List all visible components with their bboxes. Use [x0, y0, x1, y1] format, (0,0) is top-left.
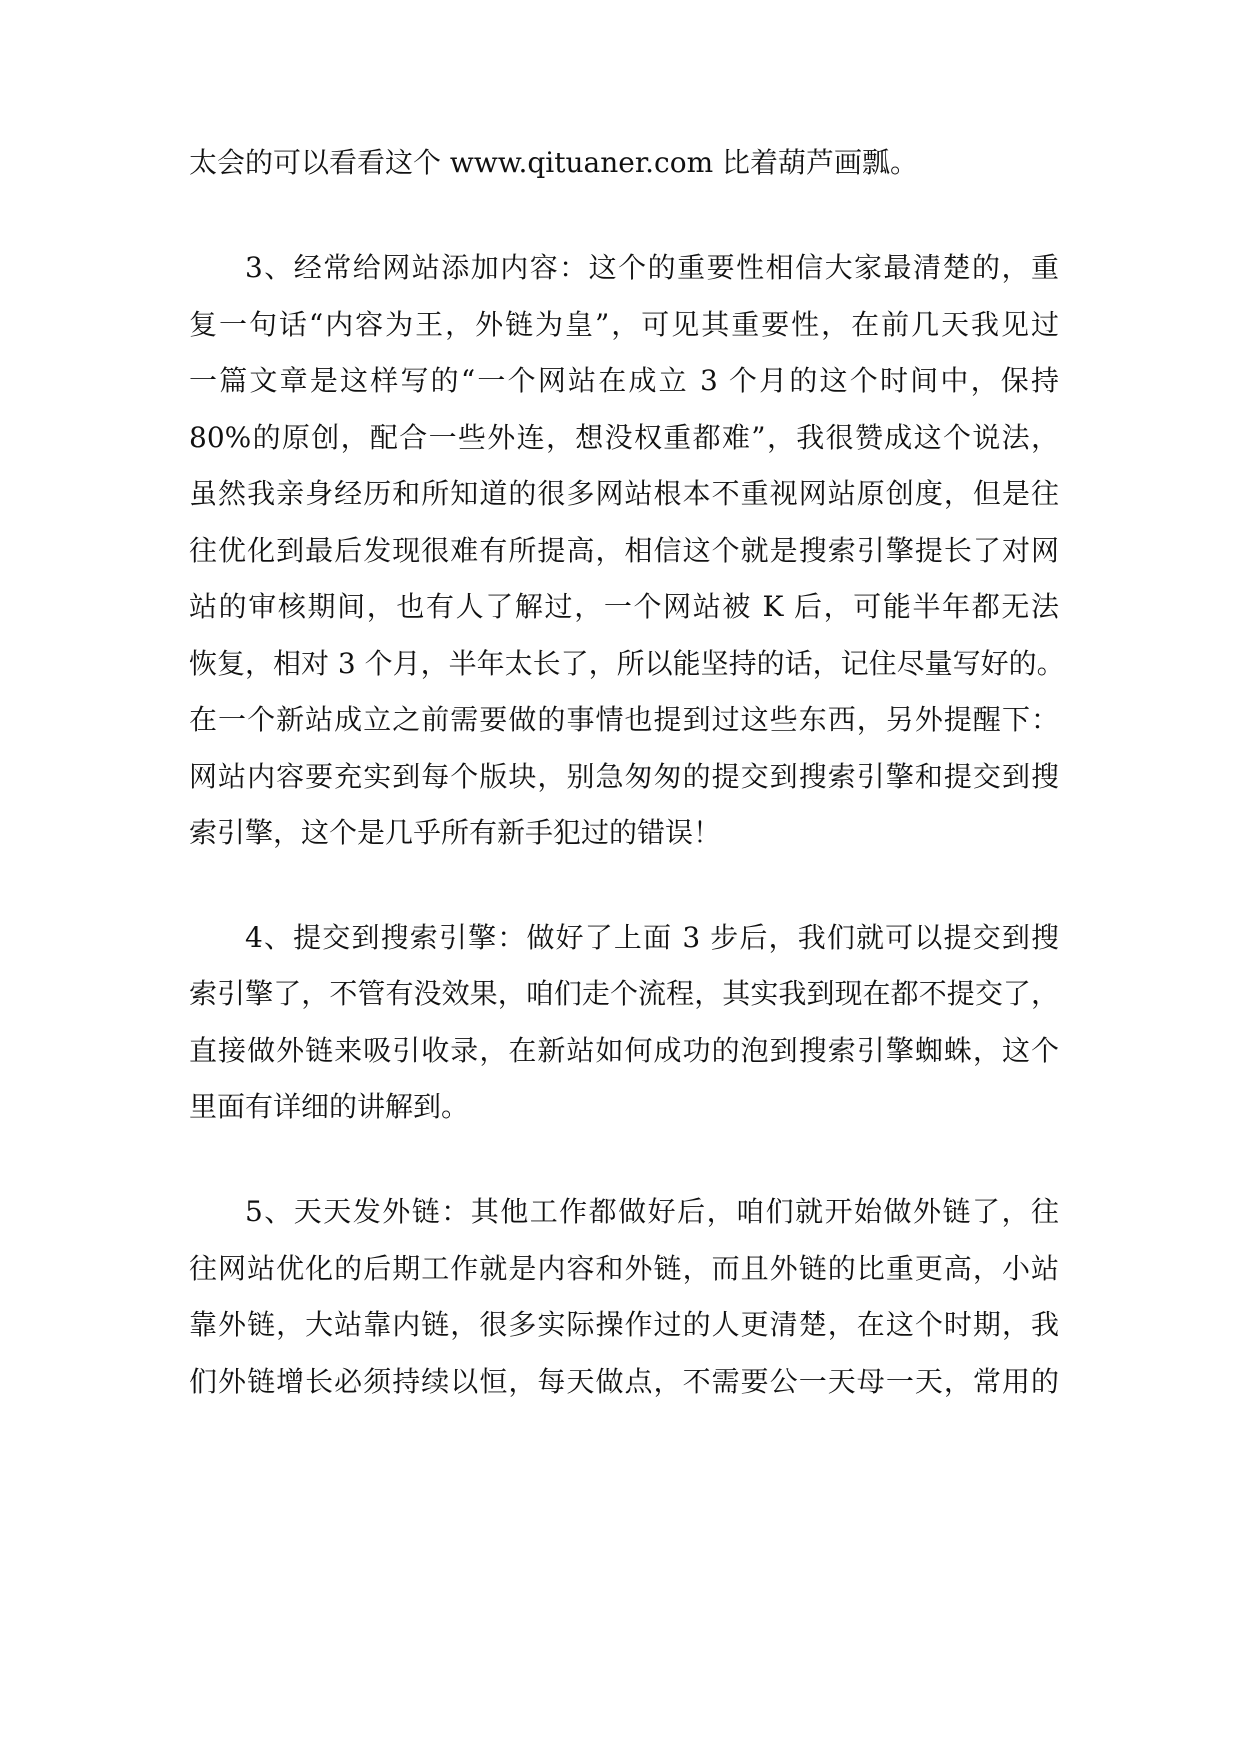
paragraph-point-4-line-2: 索引擎了，不管有没效果，咱们走个流程，其实我到现在都不提交了，	[189, 977, 1059, 1010]
paragraph-point-3-line-4: 80%的原创，配合一些外连，想没权重都难”，我很赞成这个说法，	[189, 421, 1059, 454]
paragraph-point-3-line-2: 复一句话“内容为王，外链为皇”，可见其重要性，在前几天我见过	[189, 308, 1059, 341]
paragraph-point-5-line-4: 们外链增长必须持续以恒，每天做点，不需要公一天母一天，常用的	[189, 1365, 1059, 1398]
paragraph-point-3-line-11: 索引擎，这个是几乎所有新手犯过的错误！	[189, 816, 722, 849]
paragraph-point-3-line-8: 恢复，相对 3 个月，半年太长了，所以能坚持的话，记住尽量写好的。	[189, 647, 1065, 680]
paragraph-point-3-line-3: 一篇文章是这样写的“一个网站在成立 3 个月的这个时间中，保持	[189, 364, 1059, 397]
paragraph-point-5-line-1: 5、天天发外链：其他工作都做好后，咱们就开始做外链了，往	[245, 1195, 1059, 1228]
paragraph-point-4-line-3: 直接做外链来吸引收录，在新站如何成功的泡到搜索引擎蜘蛛，这个	[189, 1034, 1059, 1067]
paragraph-point-3-line-6: 往优化到最后发现很难有所提高，相信这个就是搜索引擎提长了对网	[189, 534, 1059, 567]
paragraph-point-3-line-7: 站的审核期间，也有人了解过，一个网站被 K 后，可能半年都无法	[189, 590, 1059, 623]
paragraph-point-3-line-9: 在一个新站成立之前需要做的事情也提到过这些东西，另外提醒下：	[189, 703, 1059, 736]
paragraph-intro-tail-line-1: 太会的可以看看这个 www.qituaner.com 比着葫芦画瓢。	[189, 146, 919, 179]
paragraph-point-5-line-3: 靠外链，大站靠内链，很多实际操作过的人更清楚，在这个时期，我	[189, 1308, 1059, 1341]
paragraph-point-4-line-1: 4、提交到搜索引擎：做好了上面 3 步后，我们就可以提交到搜	[245, 921, 1059, 954]
paragraph-point-4-line-4: 里面有详细的讲解到。	[189, 1090, 470, 1123]
paragraph-point-3-line-1: 3、经常给网站添加内容：这个的重要性相信大家最清楚的，重	[245, 251, 1059, 284]
paragraph-point-3-line-10: 网站内容要充实到每个版块，别急匆匆的提交到搜索引擎和提交到搜	[189, 760, 1059, 793]
paragraph-point-3-line-5: 虽然我亲身经历和所知道的很多网站根本不重视网站原创度，但是往	[189, 477, 1059, 510]
paragraph-point-5-line-2: 往网站优化的后期工作就是内容和外链，而且外链的比重更高，小站	[189, 1252, 1059, 1285]
